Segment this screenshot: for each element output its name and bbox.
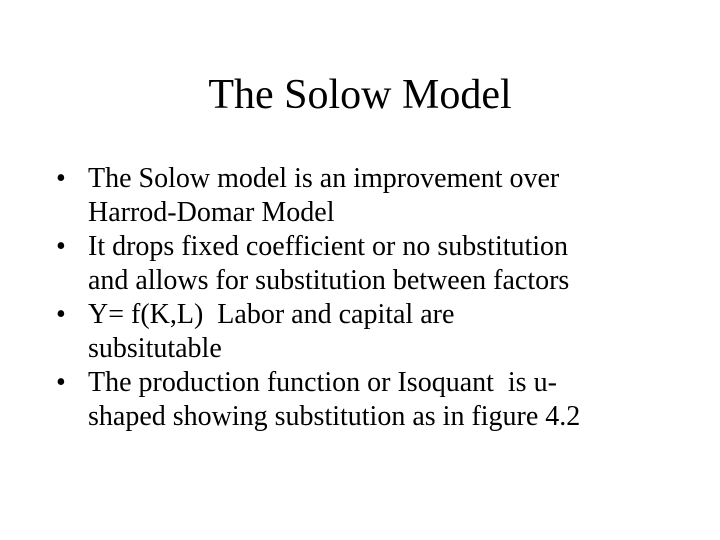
- bullet-text-line: Y= f(K,L) Labor and capital are: [88, 299, 455, 330]
- bullet-item: [54, 366, 694, 434]
- bullet-text-line: It drops fixed coefficient or no substitution: [88, 231, 569, 262]
- bullet-list: [54, 162, 694, 434]
- bullet-text-line: Harrod-Domar Model: [88, 197, 335, 228]
- bullet-item: [54, 162, 694, 230]
- bullet-marker: •: [56, 163, 66, 194]
- bullet-marker: •: [56, 299, 66, 330]
- bullet-text-line: The Solow model is an improvement over: [88, 163, 560, 194]
- bullet-marker: •: [56, 231, 66, 262]
- bullet-marker: •: [56, 367, 66, 398]
- slide-title: The Solow Model: [208, 72, 512, 118]
- bullet-text-line: shaped showing substitution as in figure 4.2: [88, 401, 581, 432]
- bullet-text-line: and allows for substitution between factors: [88, 265, 570, 296]
- bullet-text-line: The production function or Isoquant is u-: [88, 367, 557, 398]
- bullet-text-line: subsitutable: [88, 333, 222, 364]
- bullet-item: [54, 298, 694, 366]
- bullet-item: [54, 230, 694, 298]
